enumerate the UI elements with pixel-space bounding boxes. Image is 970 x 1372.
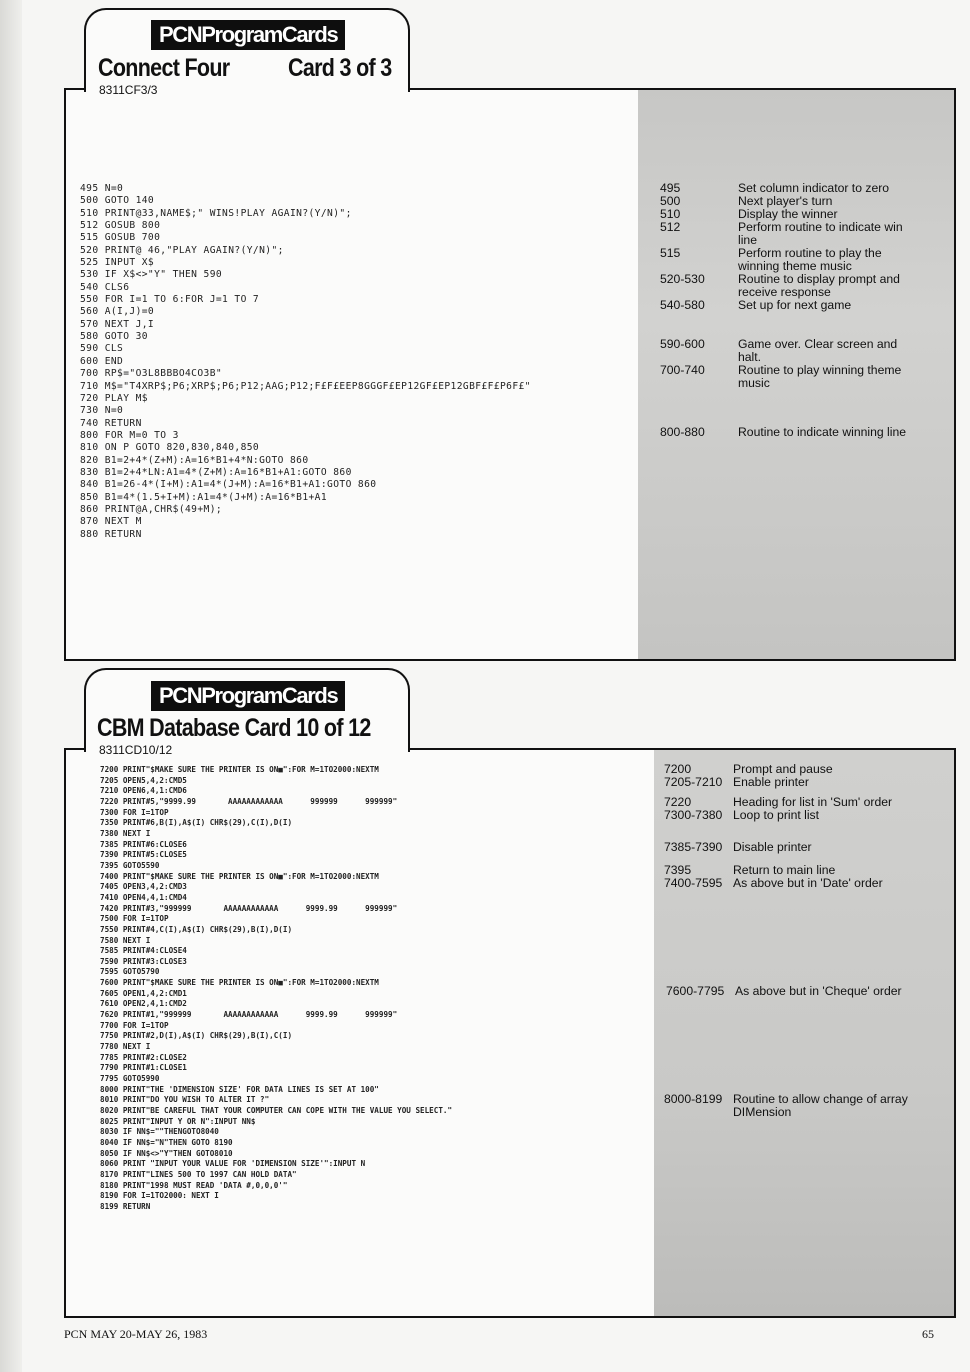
brand-logo: PCNProgramCards (151, 681, 345, 711)
program-listing (80, 183, 531, 541)
annotation-lines: 520-530 (660, 272, 705, 286)
code-line: 7620 PRINT#1,"999999 AAAAAAAAAAAA 9999.99 999999" (100, 1010, 398, 1020)
code-line: 7790 PRINT#1:CLOSE1 (100, 1063, 187, 1073)
code-line: 7600 PRINT"$MAKE SURE THE PRINTER IS ON■":FOR M=1TO2000:NEXTM (100, 978, 379, 988)
code-line: 7585 PRINT#4:CLOSE4 (100, 946, 187, 956)
annotation-lines: 7395 (664, 863, 692, 877)
annotation-lines: 7300-7380 (664, 808, 723, 822)
annotation-desc: Prompt and pause (733, 762, 833, 776)
annotation-desc: Routine to indicate winning line (738, 425, 907, 439)
code-line: 7500 FOR I=1TOP (100, 914, 169, 924)
code-line: 8180 PRINT"1998 MUST READ 'DATA #,0,0,0'" (100, 1180, 288, 1190)
code-line: 7420 PRINT#3,"999999 AAAAAAAAAAAA 9999.99 999999" (100, 903, 398, 913)
code-line: 590 CLS (80, 343, 124, 355)
code-line: 500 GOTO 140 (80, 195, 155, 207)
code-line: 7390 PRINT#5:CLOSE5 (100, 850, 187, 860)
annotation-desc: As above but in 'Cheque' order (735, 984, 902, 998)
code-line: 730 N=0 (80, 405, 124, 417)
annotation-desc: Display the winner (738, 207, 838, 221)
annotation-lines: 7600-7795 (666, 984, 725, 998)
annotation-lines: 7200 (664, 762, 692, 776)
code-line: 870 NEXT M (80, 516, 142, 528)
code-line: 512 GOSUB 800 (80, 220, 161, 232)
annotation-lines: 495 (660, 181, 681, 195)
code-line: 525 INPUT X$ (80, 257, 155, 269)
page-number: 65 (922, 1327, 934, 1341)
annotation-lines: 540-580 (660, 298, 705, 312)
annotation-desc: As above but in 'Date' order (733, 876, 883, 890)
code-line: 515 GOSUB 700 (80, 232, 161, 244)
code-line: 7550 PRINT#4,C(I),A$(I) CHR$(29),B(I),D(I) (100, 924, 293, 934)
code-line: 7750 PRINT#2,D(I),A$(I) CHR$(29),B(I),C(I) (100, 1031, 293, 1041)
code-line: 710 M$="T4XRP$;P6;XRP$;P6;P12;AAG;P12;F£F£EEP8GGGF£EP12GF£EP12GBF£F£P6F£" (80, 380, 531, 392)
code-line: 550 FOR I=1 TO 6:FOR J=1 TO 7 (80, 294, 260, 306)
annotation-desc: Next player's turn (738, 194, 833, 208)
code-line: 840 B1=26-4*(I+M):A1=4*(J+M):A=16*B1+A1:GOTO 860 (80, 479, 377, 491)
code-line: 7385 PRINT#6:CLOSE6 (100, 839, 187, 849)
code-line: 8050 IF NN$<>"Y"THEN GOTO8010 (100, 1148, 233, 1158)
code-line: 540 CLS6 (80, 281, 130, 293)
annotation-lines: 8000-8199 (664, 1092, 723, 1106)
annotation-desc: Set column indicator to zero (738, 181, 890, 195)
code-line: 740 RETURN (80, 417, 142, 429)
code-line: 860 PRINT@A,CHR$(49+M); (80, 503, 223, 515)
code-line: 560 A(I,J)=0 (80, 306, 155, 318)
code-line: 7350 PRINT#6,B(I),A$(I) CHR$(29),C(I),D(I) (100, 818, 293, 828)
code-line: 510 PRINT@33,NAME$;" WINS!PLAY AGAIN?(Y/N)"; (80, 207, 352, 219)
code-line: 600 END (80, 355, 124, 367)
code-line: 7405 OPEN3,4,2:CMD3 (100, 882, 187, 892)
code-line: 7210 OPEN6,4,1:CMD6 (100, 786, 187, 796)
code-line: 580 GOTO 30 (80, 331, 148, 343)
footer-issue: PCN MAY 20-MAY 26, 1983 (64, 1327, 208, 1341)
code-line: 7700 FOR I=1TOP (100, 1020, 169, 1030)
annotation-desc: Set up for next game (738, 298, 852, 312)
code-line: 7200 PRINT"$MAKE SURE THE PRINTER IS ON■":FOR M=1TO2000:NEXTM (100, 765, 379, 774)
code-line: 8025 PRINT"INPUT Y OR N":INPUT NN$ (100, 1116, 256, 1126)
code-line: 810 ON P GOTO 820,830,840,850 (80, 442, 260, 454)
code-line: 7590 PRINT#3:CLOSE3 (100, 956, 187, 966)
annotation-desc: Enable printer (733, 775, 809, 789)
annotation-desc: Perform routine to indicate win line (738, 220, 903, 247)
annotation-desc: Routine to display prompt and receive response (738, 272, 900, 299)
code-line: 7580 NEXT I (100, 935, 151, 945)
code-line: 8170 PRINT"LINES 500 TO 1997 CAN HOLD DATA" (100, 1169, 297, 1179)
annotation-desc: Heading for list in 'Sum' order (733, 795, 893, 809)
page-gutter-shadow (0, 0, 22, 1372)
code-line: 720 PLAY M$ (80, 392, 148, 404)
annotation-desc: Game over. Clear screen and halt. (738, 337, 898, 364)
annotation-panel (654, 750, 954, 1316)
annotation-lines: 590-600 (660, 337, 705, 351)
code-line: 830 B1=2+4*LN:A1=4*(Z+M):A=16*B1+A1:GOTO 860 (80, 466, 352, 478)
brand-logo: PCNProgramCards (151, 20, 345, 50)
code-line: 7610 OPEN2,4,1:CMD2 (100, 999, 187, 1009)
code-line: 7395 GOTO5590 (100, 860, 160, 870)
annotation-lines: 700-740 (660, 363, 705, 377)
code-line: 7595 GOTO5790 (100, 967, 160, 977)
code-line: 7380 NEXT I (100, 828, 151, 838)
code-line: 7220 PRINT#5,"9999.99 AAAAAAAAAAAA 999999 999999" (100, 796, 398, 806)
code-line: 7400 PRINT"$MAKE SURE THE PRINTER IS ON■":FOR M=1TO2000:NEXTM (100, 871, 379, 881)
code-line: 8030 IF NN$=""THENGOTO8040 (100, 1127, 219, 1137)
annotation-lines: 510 (660, 207, 681, 221)
card-number: Card 3 of 3 (288, 54, 392, 82)
code-line: 7605 OPEN1,4,2:CMD1 (100, 988, 187, 998)
code-line: 7205 OPEN5,4,2:CMD5 (100, 775, 187, 785)
code-line: 7780 NEXT I (100, 1042, 151, 1052)
annotation-desc: Routine to play winning theme music (738, 363, 902, 390)
program-listing (100, 765, 452, 1213)
code-line: 7785 PRINT#2:CLOSE2 (100, 1052, 187, 1062)
code-line: 7410 OPEN4,4,1:CMD4 (100, 892, 187, 902)
annotation-lines: 7385-7390 (664, 840, 723, 854)
code-line: 8060 PRINT "INPUT YOUR VALUE FOR 'DIMENSION SIZE'":INPUT N (100, 1159, 366, 1169)
code-line: 8010 PRINT"DO YOU WISH TO ALTER IT ?" (100, 1095, 270, 1105)
annotation-desc: Routine to allow change of array DIMension (733, 1092, 908, 1119)
annotation-desc: Return to main line (733, 863, 836, 877)
code-line: 820 B1=2+4*(Z+M):A=16*B1+4*N:GOTO 860 (80, 454, 309, 466)
annotation-lines: 515 (660, 246, 681, 260)
annotation-lines: 7205-7210 (664, 775, 723, 789)
annotation-lines: 512 (660, 220, 681, 234)
code-line: 8199 RETURN (100, 1201, 151, 1211)
card-code-id: 8311CD10/12 (99, 743, 173, 757)
code-line: 700 RP$="O3L8BBBO4CO3B" (80, 368, 223, 380)
code-line: 8020 PRINT"BE CAREFUL THAT YOUR COMPUTER CAN COPE WITH THE VALUE YOU SELECT." (100, 1106, 453, 1115)
code-line: 530 IF X$<>"Y" THEN 590 (80, 269, 223, 281)
code-line: 7795 GOTO5990 (100, 1074, 160, 1084)
annotation-lines: 500 (660, 194, 681, 208)
annotation-lines: 7220 (664, 795, 692, 809)
code-line: 8040 IF NN$="N"THEN GOTO 8190 (100, 1137, 233, 1147)
annotation-desc: Disable printer (733, 840, 812, 854)
card-title: Connect Four (98, 54, 230, 82)
code-line: 880 RETURN (80, 528, 142, 540)
code-line: 495 N=0 (80, 183, 124, 194)
annotation-lines: 800-880 (660, 425, 705, 439)
code-line: 570 NEXT J,I (80, 318, 155, 330)
annotation-desc: Perform routine to play the winning theme music (738, 246, 882, 273)
card-title: CBM Database Card 10 of 12 (97, 714, 371, 742)
annotation-lines: 7400-7595 (664, 876, 723, 890)
code-line: 8190 FOR I=1TO2000: NEXT I (100, 1191, 219, 1201)
code-line: 7300 FOR I=1TOP (100, 807, 169, 817)
code-line: 850 B1=4*(1.5+I+M):A1=4*(J+M):A=16*B1+A1 (80, 491, 328, 503)
annotation-desc: Loop to print list (733, 808, 820, 822)
code-line: 800 FOR M=0 TO 3 (80, 429, 179, 441)
code-line: 520 PRINT@ 46,"PLAY AGAIN?(Y/N)"; (80, 244, 284, 256)
code-line: 8000 PRINT"THE 'DIMENSION SIZE' FOR DATA LINES IS SET AT 100" (100, 1084, 379, 1094)
card-code-id: 8311CF3/3 (99, 83, 158, 97)
